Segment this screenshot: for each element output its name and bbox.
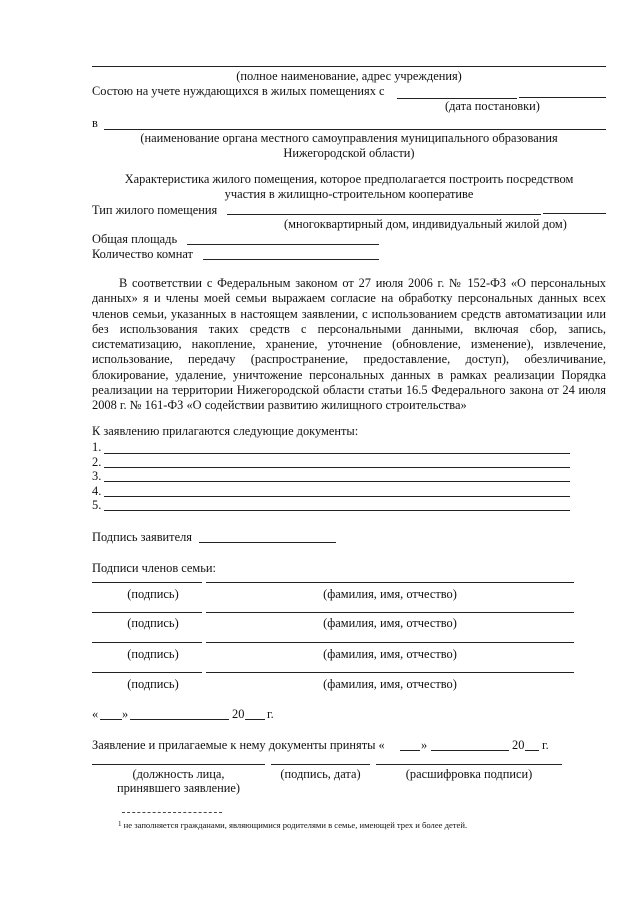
family-name-line[interactable]: [206, 672, 574, 673]
family-signature-line[interactable]: [92, 612, 202, 613]
housing-title-line1: Характеристика жилого помещения, которое предполагается построить посредством: [124, 172, 574, 186]
document-line[interactable]: [104, 481, 570, 482]
acceptance-year-prefix: 20: [512, 738, 525, 752]
family-name-line[interactable]: [206, 612, 574, 613]
area-label: Общая площадь: [92, 232, 178, 246]
position-caption-line1: (должность лица,: [132, 767, 225, 781]
applicant-signature-label: Подпись заявителя: [92, 530, 192, 544]
applicant-signature-line[interactable]: [199, 542, 336, 543]
area-line[interactable]: [187, 244, 379, 245]
acceptance-close-quote: »: [421, 738, 428, 752]
in-prefix: в: [92, 116, 98, 130]
official-decode-line[interactable]: [376, 764, 562, 765]
footnote-text: не заполняется гражданами, являющимися родителями в семье, имеющей трех и более детей.: [123, 820, 468, 830]
date-month-line[interactable]: [130, 719, 229, 720]
family-name-line[interactable]: [206, 642, 574, 643]
family-name-line[interactable]: [206, 582, 574, 583]
position-caption-line2: принявшего заявление): [116, 781, 241, 795]
date-year-suffix: г.: [267, 707, 274, 721]
institution-line[interactable]: [92, 66, 606, 67]
date-close-quote: »: [122, 707, 129, 721]
name-caption: (фамилия, имя, отчество): [323, 677, 457, 691]
date-day-line[interactable]: [100, 719, 122, 720]
document-line[interactable]: [104, 453, 570, 454]
date-year-prefix: 20: [232, 707, 245, 721]
signature-caption: (подпись): [127, 647, 179, 661]
date-year-line[interactable]: [245, 719, 265, 720]
footnote-separator: [122, 812, 222, 813]
signature-caption: (подпись): [127, 587, 179, 601]
document-number: 1.: [92, 440, 102, 454]
document-line[interactable]: [104, 510, 570, 511]
housing-type-line[interactable]: [227, 214, 541, 215]
date-open-quote: «: [92, 707, 99, 721]
official-position-line[interactable]: [92, 764, 265, 765]
name-caption: (фамилия, имя, отчество): [323, 647, 457, 661]
acceptance-text: Заявление и прилагаемые к нему документы приняты «: [92, 738, 385, 752]
rooms-label: Количество комнат: [92, 247, 193, 261]
document-number: 4.: [92, 484, 102, 498]
decode-caption: (расшифровка подписи): [405, 767, 533, 781]
authority-caption-line2: Нижегородской области): [283, 146, 415, 160]
family-signature-line[interactable]: [92, 582, 202, 583]
document-number: 5.: [92, 498, 102, 512]
footnote: [118, 820, 467, 831]
acceptance-day-line[interactable]: [400, 750, 420, 751]
registered-text: Состою на учете нуждающихся в жилых помещениях с: [92, 84, 385, 98]
acceptance-year-suffix: г.: [542, 738, 549, 752]
document-number: 3.: [92, 469, 102, 483]
institution-caption: (полное наименование, адрес учреждения): [236, 69, 462, 83]
family-signatures-heading: Подписи членов семьи:: [92, 561, 216, 575]
authority-caption-line1: (наименование органа местного самоуправления муниципального образования: [140, 131, 558, 145]
signature-caption: (подпись): [127, 677, 179, 691]
rooms-line[interactable]: [203, 259, 379, 260]
family-signature-line[interactable]: [92, 672, 202, 673]
housing-type-label: Тип жилого помещения: [92, 203, 218, 217]
family-signature-line[interactable]: [92, 642, 202, 643]
name-caption: (фамилия, имя, отчество): [323, 616, 457, 630]
document-number: 2.: [92, 455, 102, 469]
housing-type-caption: (многоквартирный дом, индивидуальный жилой дом): [284, 217, 567, 231]
official-signature-line[interactable]: [271, 764, 370, 765]
housing-title-line2: участия в жилищно-строительном кооперативе: [224, 187, 474, 201]
signature-caption: (подпись): [127, 616, 179, 630]
document-line[interactable]: [104, 496, 570, 497]
registration-date-line-2[interactable]: [519, 97, 606, 98]
documents-heading: К заявлению прилагаются следующие документы:: [92, 424, 359, 438]
sign-date-caption: (подпись, дата): [280, 767, 361, 781]
authority-line[interactable]: [104, 129, 606, 130]
registration-date-caption: (дата постановки): [445, 99, 540, 113]
consent-paragraph: В соответствии с Федеральным законом от 27 июля 2006 г. № 152-ФЗ «О персональных данных» я и члены моей семьи выражаем согласие на обработку персональных данных всех членов семьи, указанных в настоящем заявлении, с использованием средств автоматизации или без использования таких средств с персональными данными, включая сбор, запись, систематизацию, накопление, хранение, уточнение (обновление, изменение), извлечение, использование, передачу (распространение, предоставление, доступ), обезличивание, блокирование, удаление, уничтожение персональных данных в рамках реализации Порядка реализации на территории Нижегородской области статьи 16.5 Федерального закона от 24 июля 2008 г. № 161-ФЗ «О содействии развитию жилищного строительства»: [92, 276, 606, 413]
document-line[interactable]: [104, 467, 570, 468]
housing-type-line-2[interactable]: [543, 213, 606, 214]
acceptance-month-line[interactable]: [431, 750, 509, 751]
footnote-marker: 1: [118, 820, 122, 828]
acceptance-year-line[interactable]: [525, 750, 539, 751]
name-caption: (фамилия, имя, отчество): [323, 587, 457, 601]
